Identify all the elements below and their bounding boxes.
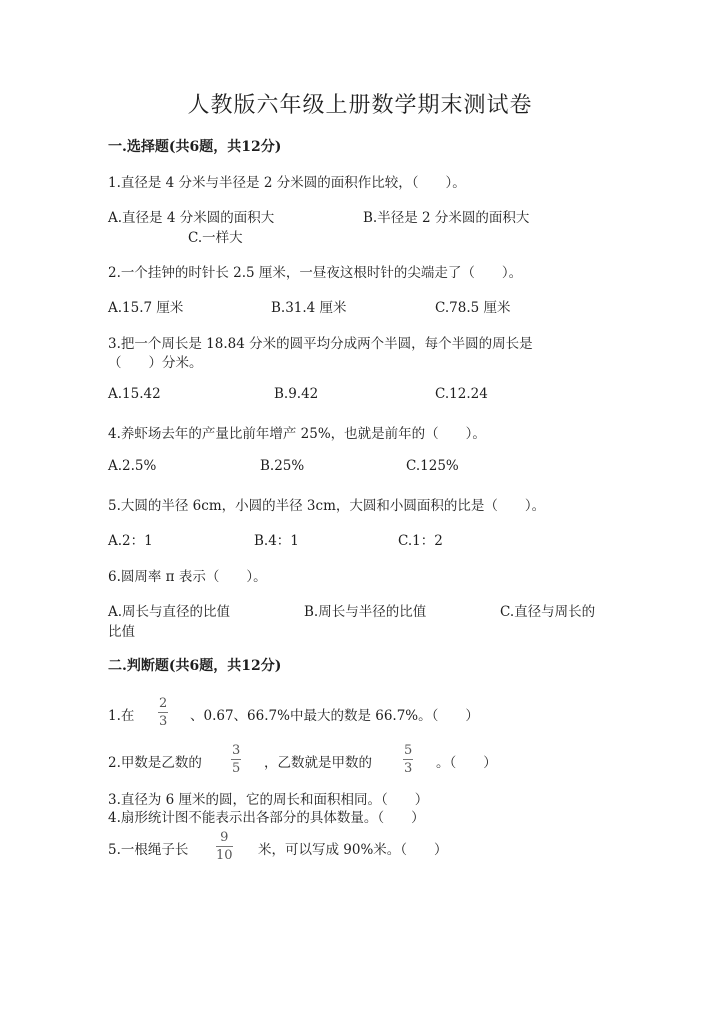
fraction — [158, 697, 168, 728]
fraction-denominator: 5 — [232, 761, 241, 776]
option-a: A.15.7 厘米 — [108, 300, 184, 316]
option-c: C.125% — [406, 458, 459, 474]
option-a: A.2.5% — [108, 458, 157, 474]
fraction — [403, 744, 413, 775]
option-a: A.周长与直径的比值 — [108, 604, 231, 620]
judge-q5-suffix: 米，可以写成 90%米。（ ） — [258, 842, 448, 858]
option-c: C.一样大 — [188, 230, 243, 246]
fraction-numerator: 9 — [220, 830, 229, 845]
question-stem-continued: （ ）分米。 — [108, 355, 203, 371]
fraction-numerator: 5 — [404, 743, 413, 758]
question-stem: 5.大圆的半径 6cm，小圆的半径 3cm，大圆和小圆面积的比是（ ）。 — [108, 498, 546, 514]
question-stem: 6.圆周率 π 表示（ ）。 — [108, 569, 267, 585]
question-stem: 2.一个挂钟的时针长 2.5 厘米，一昼夜这根时针的尖端走了（ ）。 — [108, 265, 523, 281]
option-b: B.9.42 — [274, 386, 319, 402]
section-heading-choice: 一.选择题(共6题，共12分) — [108, 139, 282, 155]
option-c: C.12.24 — [435, 386, 488, 402]
option-b: B.25% — [260, 458, 305, 474]
fraction-numerator: 2 — [159, 696, 168, 711]
question-stem: 1.直径是 4 分米与半径是 2 分米圆的面积作比较，（ ）。 — [108, 175, 466, 191]
fraction — [231, 744, 241, 775]
fraction-numerator: 3 — [232, 743, 241, 758]
judge-q4: 4.扇形统计图不能表示出各部分的具体数量。（ ） — [108, 810, 425, 826]
page-title: 人教版六年级上册数学期末测试卷 — [187, 93, 533, 118]
fraction — [216, 831, 233, 862]
option-a: A.2：1 — [108, 533, 153, 549]
judge-q2-prefix: 2.甲数是乙数的 — [108, 755, 202, 771]
fraction-denominator: 3 — [159, 714, 168, 729]
option-b: B.半径是 2 分米圆的面积大 — [363, 210, 530, 226]
fraction-denominator: 10 — [216, 848, 233, 863]
option-c: C.1：2 — [398, 533, 443, 549]
question-stem: 4.养虾场去年的产量比前年增产 25%，也就是前年的（ ）。 — [108, 426, 486, 442]
fraction-denominator: 3 — [404, 761, 413, 776]
judge-q3: 3.直径为 6 厘米的圆，它的周长和面积相同。（ ） — [108, 792, 429, 808]
judge-q1-suffix: 、0.67、66.7%中最大的数是 66.7%。（ ） — [190, 708, 479, 724]
option-a: A.15.42 — [108, 386, 161, 402]
judge-q2-middle: ，乙数就是甲数的 — [264, 755, 372, 771]
judge-q1-prefix: 1.在 — [108, 708, 135, 724]
option-b: B.4：1 — [254, 533, 299, 549]
question-stem: 3.把一个周长是 18.84 分米的圆平均分成两个半圆，每个半圆的周长是 — [108, 336, 533, 352]
option-b: B.31.4 厘米 — [271, 300, 347, 316]
option-a: A.直径是 4 分米圆的面积大 — [108, 210, 275, 226]
option-b: B.周长与半径的比值 — [304, 604, 427, 620]
section-heading-judge: 二.判断题(共6题，共12分) — [108, 658, 282, 674]
judge-q5-prefix: 5.一根绳子长 — [108, 842, 189, 858]
option-c: C.78.5 厘米 — [435, 300, 511, 316]
judge-q2-suffix: 。（ ） — [436, 755, 497, 771]
option-c-wrap: 比值 — [108, 624, 135, 640]
option-c: C.直径与周长的 — [500, 604, 596, 620]
